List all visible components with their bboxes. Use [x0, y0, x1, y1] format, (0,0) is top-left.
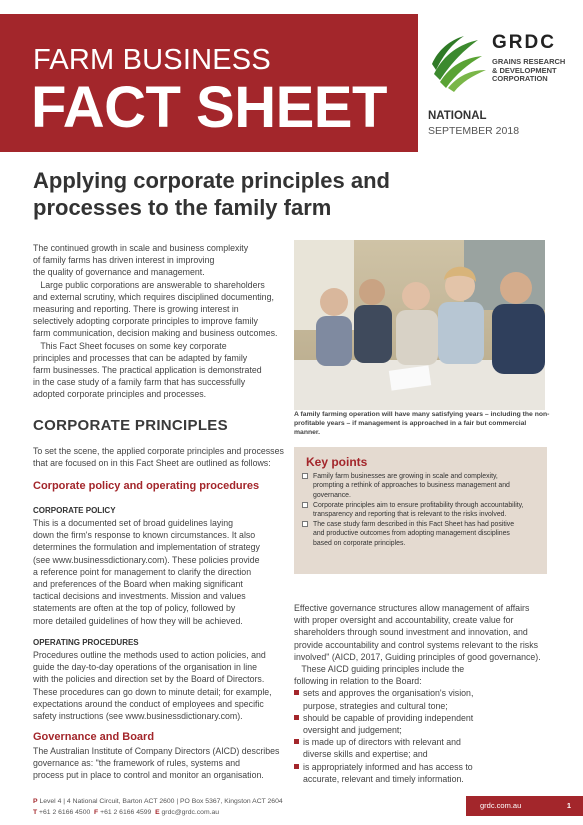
text-line: These procedures can go down to minute detail; for example,: [33, 686, 272, 697]
text-line: and preferences of the Board when making significant: [33, 579, 243, 590]
text-line: governance as: "the framework of rules, systems and: [33, 758, 241, 769]
checkbox-bullet-icon: [302, 502, 308, 508]
photo-caption: A family farming operation will have many satisfying years – including the non-profitable years – if management is approached in a fair but commercial manner.: [294, 411, 550, 436]
footer-contact: [33, 797, 283, 818]
key-points-box: [294, 447, 547, 574]
banner-line-2: FACT SHEET: [31, 75, 387, 140]
footer-url-bar: [466, 796, 583, 816]
minor-heading: CORPORATE POLICY: [33, 506, 116, 515]
text-line: prompting a rethink of approaches to business management and: [313, 482, 510, 490]
edition-label: NATIONAL: [428, 110, 487, 122]
board-bullet: [294, 687, 554, 711]
title-line: Applying corporate principles and: [33, 168, 390, 193]
text-line: farm communication, decision making and business outcomes.: [33, 328, 278, 339]
family-farm-photo: [294, 240, 545, 410]
text-line: process put in place to control and monitor an organisation.: [33, 770, 264, 781]
text-line: These AICD guiding principles include the: [301, 664, 465, 675]
text-line: The case study farm described in this Fact Sheet has had positive: [313, 521, 515, 529]
square-bullet-icon: [294, 715, 299, 720]
text-line: To set the scene, the applied corporate principles and processes: [33, 446, 284, 456]
footer-label: F: [94, 808, 99, 816]
text-line: should be capable of providing independent: [303, 712, 474, 723]
text-line: in the case study of a family farm that has successfully: [33, 377, 246, 388]
text-line: of family farms has driven interest in improving: [33, 255, 215, 266]
text-line: selectively adopting corporate principles to improve family: [33, 316, 258, 327]
footer-fax: +61 2 6166 4599: [100, 808, 152, 816]
board-bullet: [294, 761, 554, 785]
text-line: The continued growth in scale and business complexity: [33, 243, 249, 253]
text-line: Corporate principles aim to ensure profitability through accountability,: [313, 501, 524, 509]
text-line: is made up of directors with relevant and: [303, 737, 461, 748]
text-line: This is a documented set of broad guidelines laying: [33, 518, 234, 528]
procedures-text: [33, 649, 289, 722]
policy-text: [33, 517, 289, 627]
text-line: The Australian Institute of Company Directors (AICD) describes: [33, 746, 280, 756]
publication-date: SEPTEMBER 2018: [428, 125, 520, 137]
intro-text: [33, 242, 279, 401]
title-line: processes to the family farm: [33, 195, 332, 220]
logo-subtitle: [492, 58, 583, 84]
text-line: sets and approves the organisation's vision,: [303, 688, 474, 699]
subsection-heading: Governance and Board: [33, 731, 155, 743]
paragraph: [294, 602, 554, 663]
square-bullet-icon: [294, 739, 299, 744]
footer-label: P: [33, 798, 38, 805]
key-points-title: Key points: [306, 455, 368, 469]
square-bullet-icon: [294, 764, 299, 769]
page-number: 1: [566, 801, 571, 810]
text-line: adopted corporate principles and processes.: [33, 389, 207, 400]
text-line: that are focused on in this Fact Sheet are outlined as follows:: [33, 458, 271, 469]
text-line: safety instructions (see www.businessdictionary.com).: [33, 711, 243, 722]
header-banner: [0, 14, 418, 152]
grdc-leaf-logo-icon: [430, 34, 488, 92]
text-line: based on corporate principles.: [313, 539, 406, 547]
paragraph: [294, 663, 554, 687]
banner-line-1: FARM BUSINESS: [33, 44, 271, 76]
intro-paragraph: [33, 242, 279, 279]
text-line: transparency and reporting that is relevant to the risks involved.: [313, 511, 507, 519]
text-line: Large public corporations are answerable to shareholders: [40, 279, 265, 290]
minor-heading: OPERATING PROCEDURES: [33, 638, 139, 647]
text-line: following in relation to the Board:: [294, 676, 422, 687]
text-line: more detailed guidelines of how they will be achieved.: [33, 615, 243, 626]
checkbox-bullet-icon: [302, 521, 308, 527]
checkbox-bullet-icon: [302, 473, 308, 479]
key-points-list: [302, 472, 534, 549]
text-line: principles and processes that can be adapted by family: [33, 352, 248, 363]
text-line: with the policies and direction set by the Board of Directors.: [33, 674, 265, 685]
page-title: [33, 167, 453, 221]
website-link[interactable]: grdc.com.au: [480, 801, 522, 810]
footer-address: Level 4 | 4 National Circuit, Barton ACT 2600 | PO Box 5367, Kingston ACT 2604: [39, 798, 283, 805]
footer-label: T: [33, 808, 38, 816]
text-line: oversight and judgement;: [303, 725, 402, 736]
text-line: statements are often at the top of policy, followed by: [33, 603, 236, 614]
text-line: diverse skills and expertise; and: [303, 749, 428, 760]
footer-label: E: [155, 808, 160, 816]
footer-phone: +61 2 6166 4500: [39, 808, 91, 816]
text-line: expectations around the conduct of employees and specific: [33, 698, 264, 709]
key-point: [302, 501, 534, 520]
governance-continued: [294, 602, 554, 785]
scene-text: [33, 445, 289, 469]
text-line: determines the formulation and implementation of strategy: [33, 542, 260, 553]
subsection-heading: Corporate policy and operating procedures: [33, 480, 260, 492]
logo-sub-line: GRAINS RESEARCH: [492, 57, 566, 66]
text-line: measuring and reporting. There is growing interest in: [33, 304, 239, 315]
text-line: tactical decisions and investments. Mission and values: [33, 591, 246, 602]
text-line: and external scrutiny, which requires disciplined documenting,: [33, 291, 274, 302]
text-line: down the firm's response to known circumstances. It also: [33, 530, 256, 541]
logo-sub-line: & DEVELOPMENT: [492, 65, 557, 75]
text-line: and productive outcomes from adopting management disciplines: [313, 530, 510, 538]
intro-paragraph: [33, 279, 279, 340]
text-line: farm businesses. The practical application is demonstrated: [33, 365, 262, 376]
board-bullet: [294, 712, 554, 736]
governance-text: [33, 745, 295, 782]
text-line: Effective governance structures allow management of affairs: [294, 603, 530, 613]
text-line: This Fact Sheet focuses on some key corporate: [40, 340, 227, 351]
text-line: Procedures outline the methods used to action policies, and: [33, 650, 266, 660]
section-heading: CORPORATE PRINCIPLES: [33, 417, 228, 434]
text-line: involved" (AICD, 2017, Guiding principles of good governance).: [294, 651, 541, 662]
text-line: Family farm businesses are growing in scale and complexity,: [313, 473, 498, 480]
logo-sub-line: CORPORATION: [492, 74, 548, 83]
text-line: (see www.businessdictionary.com). These policies provide: [33, 554, 260, 565]
text-line: purpose, strategies and cultural tone;: [303, 700, 448, 711]
square-bullet-icon: [294, 690, 299, 695]
text-line: provide accountability and control systems relevant to the risks: [294, 639, 538, 650]
text-line: guide the day-to-day operations of the organisation in line: [33, 662, 257, 673]
key-point: [302, 520, 534, 548]
key-point: [302, 472, 534, 500]
footer-email[interactable]: grdc@grdc.com.au: [161, 808, 220, 816]
text-line: a reference point for management to clarify the direction: [33, 566, 252, 577]
text-line: shareholders through sound investment and innovation, and: [294, 627, 528, 638]
text-line: with proper oversight and accountability, create value for: [294, 615, 514, 626]
text-line: the quality of governance and management.: [33, 267, 205, 278]
intro-paragraph: [33, 340, 279, 401]
text-line: governance.: [313, 491, 351, 499]
logo-wordmark: GRDC: [492, 32, 556, 53]
text-line: is appropriately informed and has access to: [303, 761, 473, 772]
board-bullet: [294, 736, 554, 760]
grdc-logo: [430, 30, 580, 100]
text-line: accurate, relevant and timely information.: [303, 773, 464, 784]
